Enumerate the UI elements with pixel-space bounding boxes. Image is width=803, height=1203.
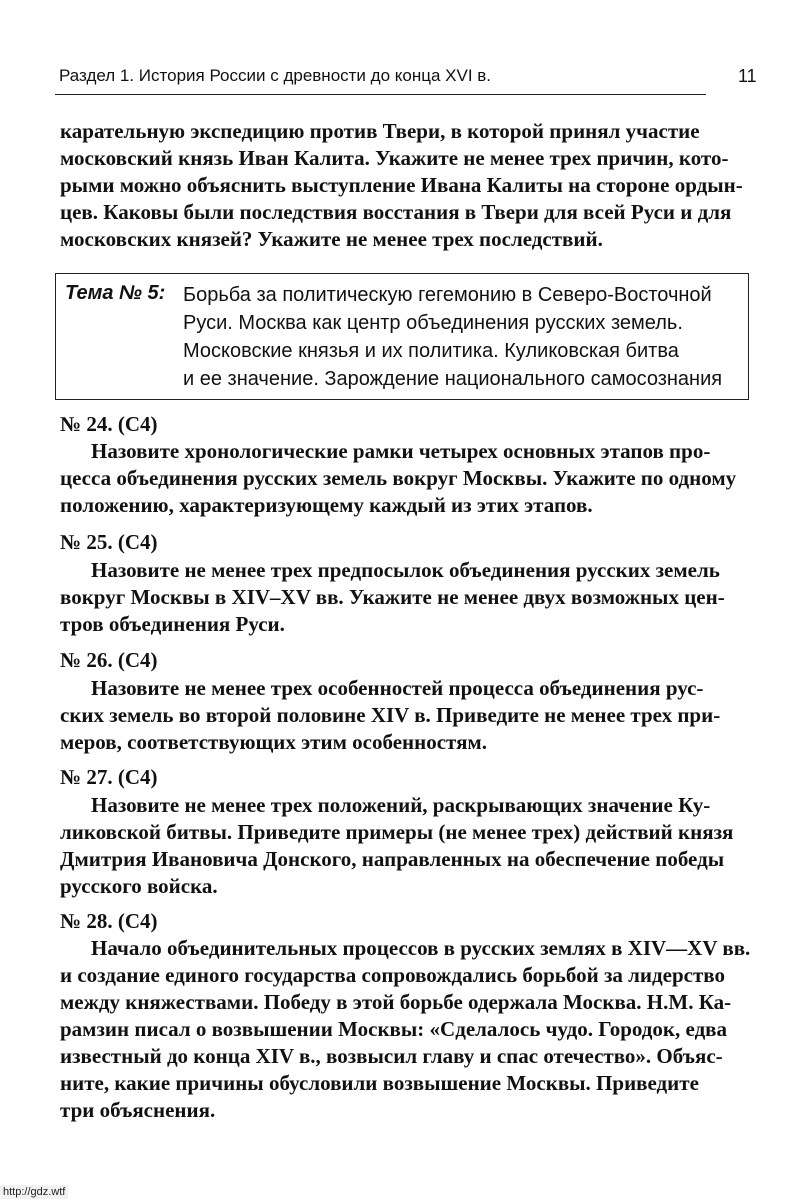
task-line: Дмитрия Ивановича Донского, направленных на обеспечение победы bbox=[60, 847, 725, 871]
watermark-link[interactable]: http://gdz.wtf bbox=[0, 1185, 68, 1199]
topic-line: Руси. Москва как центр объединения русских земель. bbox=[183, 312, 683, 334]
task-line: положению, характеризующему каждый из этих этапов. bbox=[60, 493, 593, 517]
task-line: Назовите хронологические рамки четырех основных этапов про- bbox=[91, 439, 711, 463]
task-28-text bbox=[60, 935, 750, 1124]
task-25-text bbox=[60, 557, 750, 638]
topic-text bbox=[183, 281, 743, 393]
task-line: ликовской битвы. Приведите примеры (не менее трех) действий князя bbox=[60, 820, 734, 844]
intro-line: карательную экспедицию против Твери, в которой принял участие bbox=[60, 119, 700, 143]
task-24-text bbox=[60, 438, 750, 519]
topic-line: и ее значение. Зарождение национального самосознания bbox=[183, 368, 723, 390]
intro-line: московских князей? Укажите не менее трех последствий. bbox=[60, 227, 603, 251]
task-line: и создание единого государства сопровождались борьбой за лидерство bbox=[60, 963, 725, 987]
task-line: три объяснения. bbox=[60, 1098, 216, 1122]
task-28-number: № 28. (С4) bbox=[60, 909, 158, 933]
task-line: Назовите не менее трех предпосылок объединения русских земель bbox=[91, 558, 720, 582]
task-line: вокруг Москвы в XIV–XV вв. Укажите не менее двух возможных цен- bbox=[60, 585, 725, 609]
task-24-number: № 24. (С4) bbox=[60, 412, 158, 436]
task-line: рамзин писал о возвышении Москвы: «Сделалось чудо. Городок, едва bbox=[60, 1017, 728, 1041]
intro-line: рыми можно объяснить выступление Ивана Калиты на стороне ордын- bbox=[60, 173, 743, 197]
intro-paragraph bbox=[60, 118, 750, 253]
header-rule bbox=[55, 94, 706, 95]
task-line: Назовите не менее трех особенностей процесса объединения рус- bbox=[91, 676, 704, 700]
intro-line: московский князь Иван Калита. Укажите не менее трех причин, кото- bbox=[60, 146, 729, 170]
topic-box bbox=[55, 273, 749, 400]
task-27-text bbox=[60, 792, 750, 900]
task-line: цесса объединения русских земель вокруг Москвы. Укажите по одному bbox=[60, 466, 737, 490]
task-25-number: № 25. (С4) bbox=[60, 530, 158, 554]
topic-label: Тема № 5: bbox=[65, 282, 166, 304]
topic-line: Борьба за политическую гегемонию в Северо-Восточной bbox=[183, 284, 712, 306]
topic-line: Московские князья и их политика. Куликовская битва bbox=[183, 340, 679, 362]
task-line: Начало объединительных процессов в русских землях в XIV—XV вв. bbox=[91, 936, 751, 960]
task-line: меров, соответствующих этим особенностям. bbox=[60, 730, 487, 754]
task-line: ните, какие причины обусловили возвышение Москвы. Приведите bbox=[60, 1071, 699, 1095]
task-line: ских земель во второй половине XIV в. Приведите не менее трех при- bbox=[60, 703, 721, 727]
task-27-number: № 27. (С4) bbox=[60, 765, 158, 789]
page-number: 11 bbox=[738, 66, 757, 86]
task-26-number: № 26. (С4) bbox=[60, 648, 158, 672]
task-line: русского войска. bbox=[60, 874, 218, 898]
task-line: между княжествами. Победу в этой борьбе одержала Москва. Н.М. Ка- bbox=[60, 990, 732, 1014]
task-line: тров объединения Руси. bbox=[60, 612, 285, 636]
intro-line: цев. Каковы были последствия восстания в Твери для всей Руси и для bbox=[60, 200, 732, 224]
task-26-text bbox=[60, 675, 750, 756]
task-line: Назовите не менее трех положений, раскрывающих значение Ку- bbox=[91, 793, 711, 817]
task-line: известный до конца XIV в., возвысил главу и спас отечество». Объяс- bbox=[60, 1044, 723, 1068]
section-title: Раздел 1. История России с древности до конца XVI в. bbox=[59, 66, 492, 85]
